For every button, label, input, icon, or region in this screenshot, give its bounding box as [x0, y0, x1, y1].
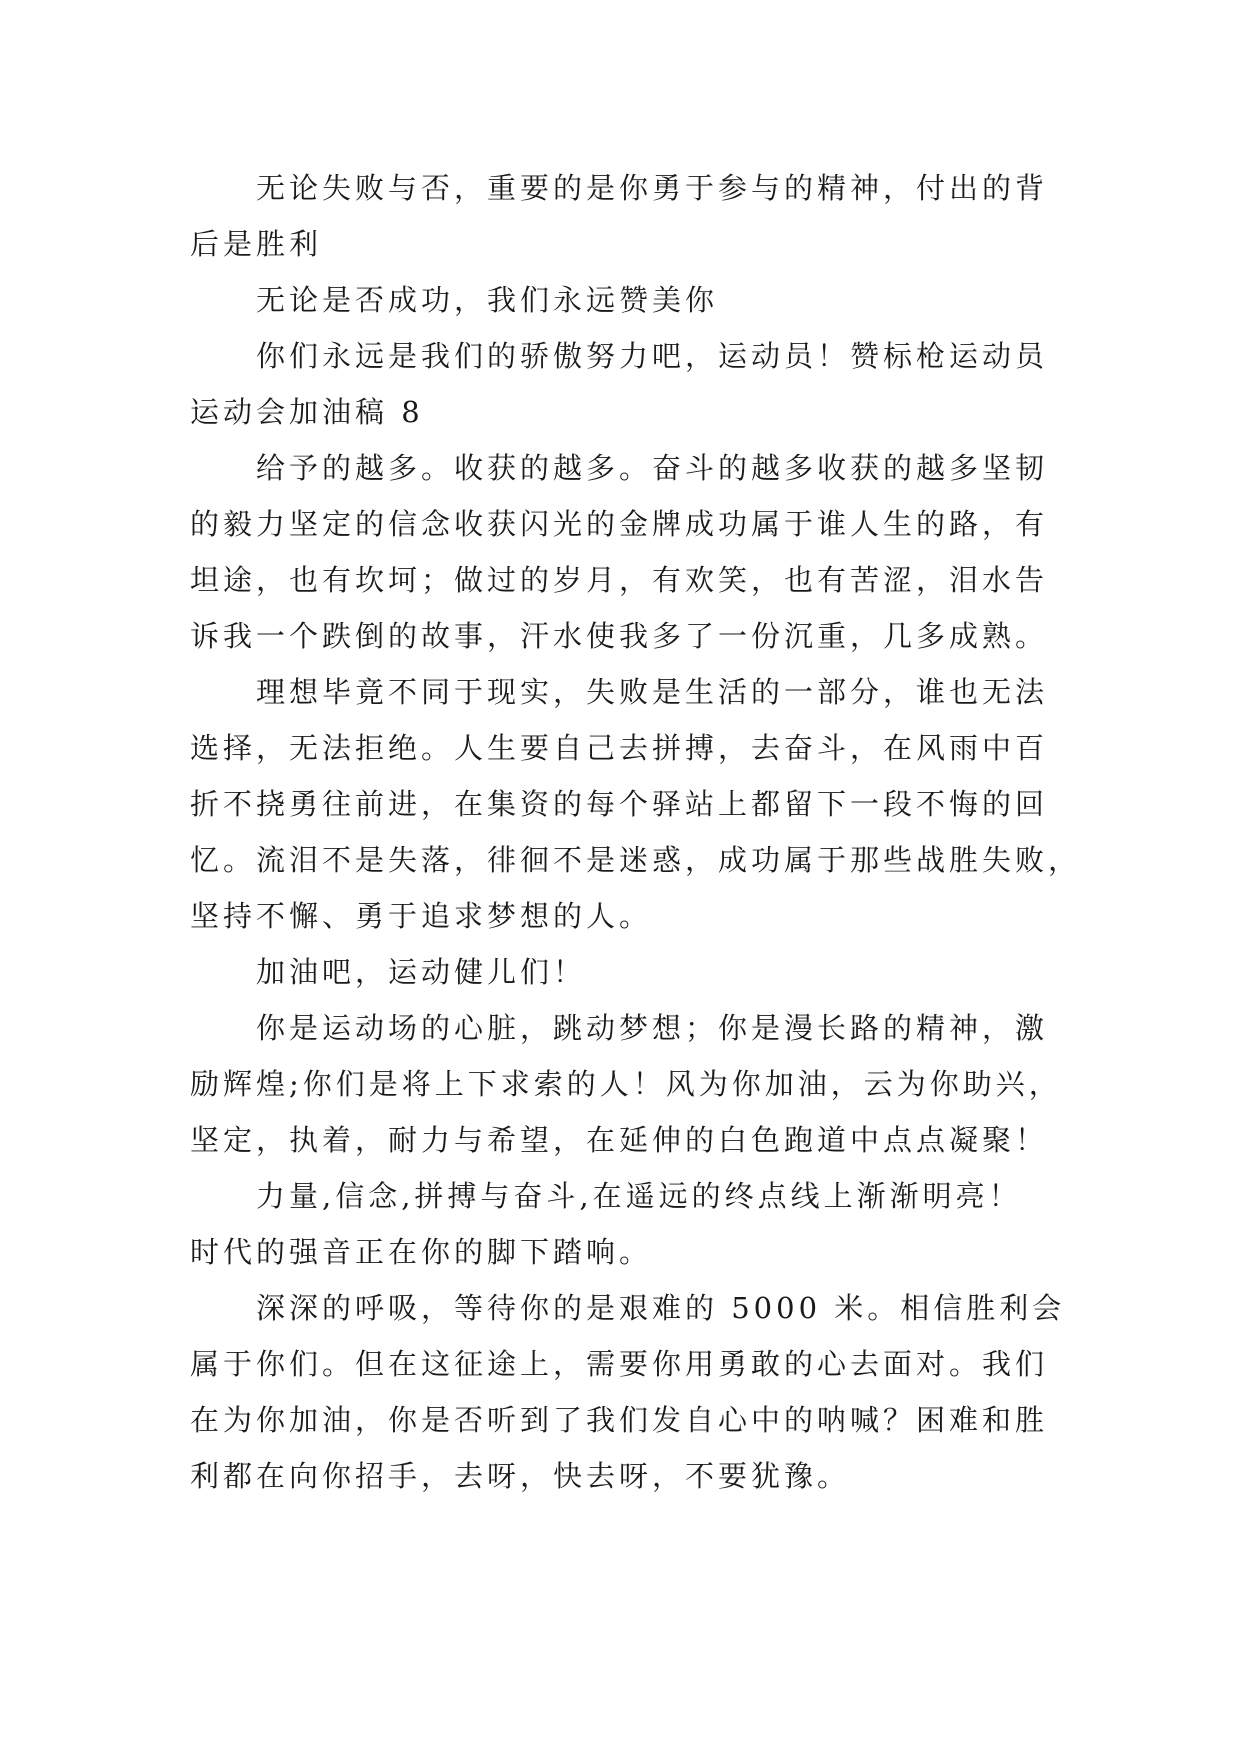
- text-line: 深深的呼吸，等待你的是艰难的 5000 米。相信胜利会: [256, 1291, 1066, 1325]
- text-line: 理想毕竟不同于现实，失败是生活的一部分，谁也无法: [256, 675, 1049, 709]
- text-line: 选择，无法拒绝。人生要自己去拼搏，去奋斗，在风雨中百: [190, 731, 1049, 765]
- text-line: 坚定，执着，耐力与希望，在延伸的白色跑道中点点凝聚！: [190, 1123, 1049, 1157]
- text-line: 无论失败与否，重要的是你勇于参与的精神，付出的背: [256, 171, 1049, 205]
- text-line: 坚持不懈、勇于追求梦想的人。: [190, 899, 653, 933]
- paragraph-3: [190, 328, 1070, 440]
- paragraph-5: [190, 664, 1082, 944]
- paragraph-4: [190, 440, 1070, 664]
- text-line: 属于你们。但在这征途上，需要你用勇敢的心去面对。我们: [190, 1347, 1049, 1381]
- text-line: 坦途，也有坎坷；做过的岁月，有欢笑，也有苦涩，泪水告: [190, 563, 1049, 597]
- paragraph-6: [190, 944, 1070, 1000]
- paragraph-1: [190, 160, 1070, 272]
- text-line: 给予的越多。收获的越多。奋斗的越多收获的越多坚韧: [256, 451, 1049, 485]
- text-line: 力量,信念,拼搏与奋斗,在遥远的终点线上渐渐明亮！: [256, 1179, 1022, 1213]
- text-line: 时代的强音正在你的脚下踏响。: [190, 1235, 653, 1269]
- text-line: 在为你加油，你是否听到了我们发自心中的呐喊？困难和胜: [190, 1403, 1049, 1437]
- text-line: 诉我一个跌倒的故事，汗水使我多了一份沉重，几多成熟。: [190, 619, 1049, 653]
- paragraph-9: [190, 1280, 1070, 1504]
- text-line: 你是运动场的心脏，跳动梦想；你是漫长路的精神，激: [256, 1011, 1049, 1045]
- text-line: 折不挠勇往前进，在集资的每个驿站上都留下一段不悔的回: [190, 787, 1049, 821]
- text-line: 后是胜利: [190, 227, 323, 261]
- text-line: 励辉煌;你们是将上下求索的人！风为你加油，云为你助兴，: [190, 1067, 1062, 1101]
- text-line: 的毅力坚定的信念收获闪光的金牌成功属于谁人生的路，有: [190, 507, 1049, 541]
- paragraph-2: [190, 272, 1070, 328]
- text-line: 你们永远是我们的骄傲努力吧，运动员！赞标枪运动员: [256, 339, 1049, 373]
- text-line: 利都在向你招手，去呀，快去呀，不要犹豫。: [190, 1459, 851, 1493]
- text-line: 忆。流泪不是失落，徘徊不是迷惑，成功属于那些战胜失败，: [190, 843, 1082, 877]
- paragraph-7: [190, 1000, 1070, 1168]
- section-heading: 运动会加油稿 8: [190, 395, 424, 429]
- text-line: 加油吧，运动健儿们！: [256, 955, 587, 989]
- text-line: 无论是否成功，我们永远赞美你: [256, 283, 719, 317]
- document-body: [190, 160, 1082, 1504]
- paragraph-8: [190, 1168, 1070, 1280]
